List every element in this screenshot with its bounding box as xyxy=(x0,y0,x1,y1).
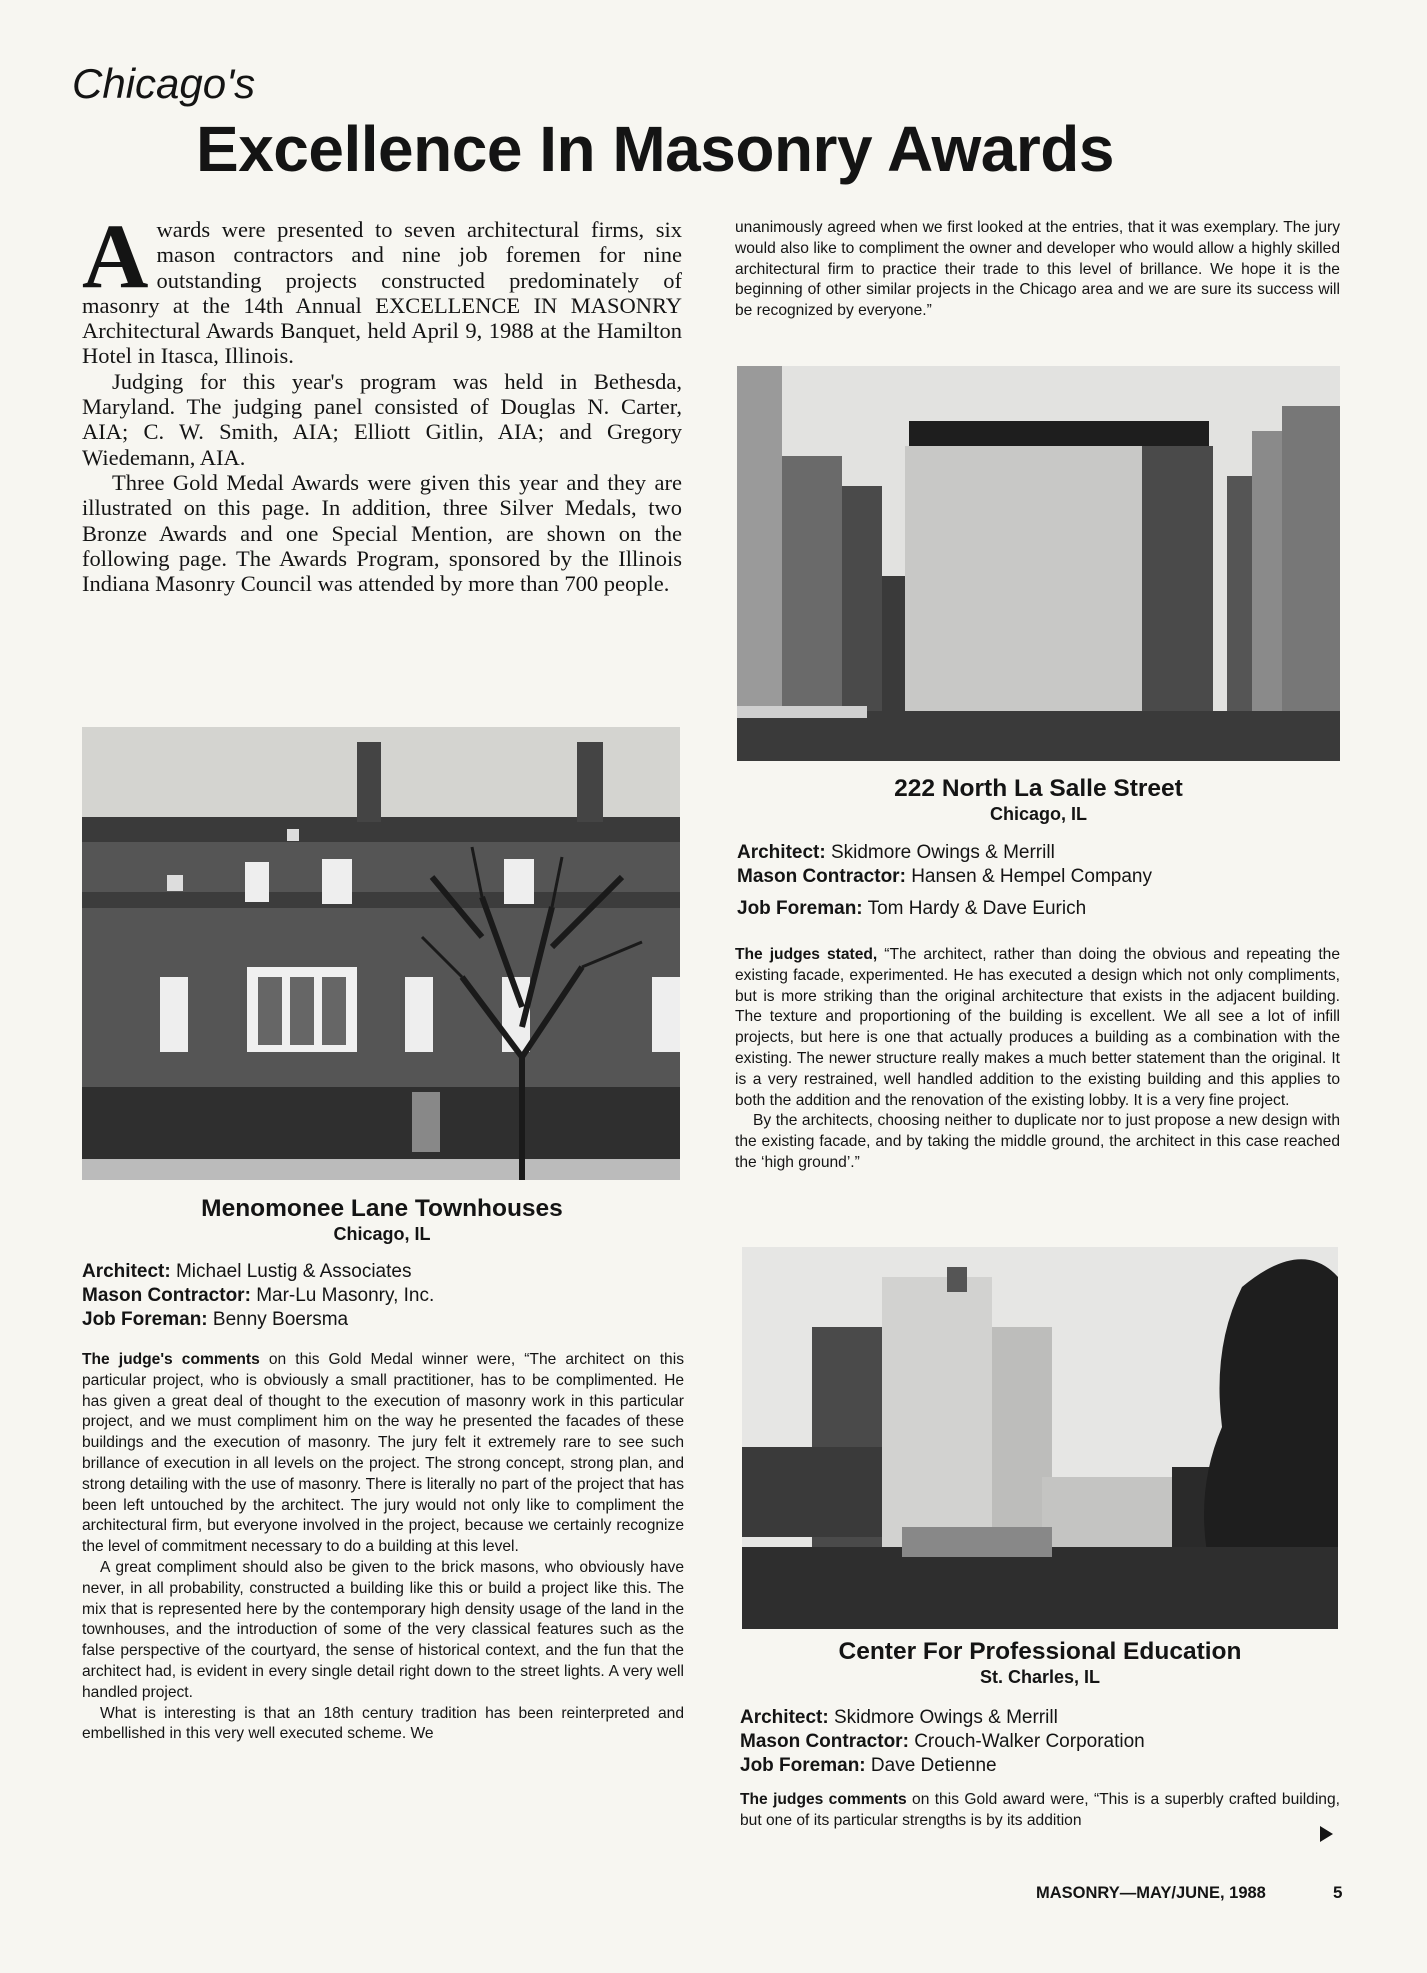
project-city: Chicago, IL xyxy=(989,804,1087,824)
townhouses-photo-icon xyxy=(82,727,680,1180)
comments-lead: The judges stated, xyxy=(735,946,878,963)
comments-text: on this Gold award were, “This is a superbly crafted building, but one of its particular strengths is by its addition xyxy=(740,1791,1340,1829)
mason-name: Hansen & Hempel Company xyxy=(911,866,1152,887)
project-credits xyxy=(737,841,1152,921)
drop-cap: A xyxy=(82,205,149,307)
comments-paragraph: By the architects, choosing neither to duplicate nor to just propose a new design with the existing facade, and by taking the middle ground, the architect in this case reached the ‘high ground’.” xyxy=(735,1112,1340,1171)
intro-text xyxy=(82,205,682,597)
comments-lead: The judges comments xyxy=(740,1791,907,1808)
project-title: Menomonee Lane Townhouses xyxy=(201,1195,563,1222)
publication-footer: MASONRY—MAY/JUNE, 1988 xyxy=(1036,1884,1266,1902)
center-photo-icon xyxy=(742,1247,1338,1629)
continue-arrow-icon xyxy=(1320,1826,1333,1842)
architect-name: Michael Lustig & Associates xyxy=(175,1261,412,1282)
architect-name: Skidmore Owings & Merrill xyxy=(830,842,1055,863)
mason-name: Mar-Lu Masonry, Inc. xyxy=(256,1285,435,1306)
lasalle-tower-photo xyxy=(737,366,1340,761)
foreman-name: Dave Detienne xyxy=(870,1755,997,1776)
project-title: Center For Professional Education xyxy=(838,1638,1242,1665)
comments-paragraph: A great compliment should also be given to the brick masons, who obviously have never, in all probability, constructed a building like this or build a project like this. The mix that is represented here by the contemporary high density usage of the land in the townhouses, and the introduction of some of the very classical features such as the false perspective of the courtyard, the sense of historical context, and the fun that the architect had, is evident in every single detail right down to the street lights. A very well handled project. xyxy=(82,1558,684,1701)
architect-label: Architect: xyxy=(740,1707,829,1728)
foreman-name: Tom Hardy & Dave Eurich xyxy=(867,898,1087,919)
comments-text: on this Gold Medal winner were, “The architect on this particular project, who is obviously a small practitioner, has to be complimented. He has given a great deal of thought to the execution of masonry work in this particular project, and we must compliment him on the way he presented the facades of these buildings and the execution of masonry. The jury felt it extremely rare to see such brillance of execution in all levels on the project. The strong concept, strong plan, and strong detailing with the use of masonry. There is literally no part of the project that has been left untouched by the architect. The jury would not only like to compliment the architectural firm, but everyone involved in the project, because we certainly recognize the level of commitment necessary to do a building at this level. xyxy=(82,1351,684,1556)
foreman-label: Job Foreman: xyxy=(740,1755,866,1776)
comments-continued xyxy=(735,218,1340,322)
mason-label: Mason Contractor: xyxy=(740,1731,909,1752)
mason-label: Mason Contractor: xyxy=(737,866,906,887)
kicker: Chicago's xyxy=(72,60,256,107)
architect-label: Architect: xyxy=(82,1261,171,1282)
townhouses-photo xyxy=(82,727,680,1180)
intro-paragraph: Judging for this year's program was held in Bethesda, Maryland. The judging panel consisted of Douglas N. Carter, AIA; C. W. Smith, AIA; Elliott Gitlin, AIA; and Gregory Wiedemann, AIA. xyxy=(82,368,682,470)
project-credits xyxy=(82,1260,434,1332)
foreman-label: Job Foreman: xyxy=(82,1309,208,1330)
project-city: St. Charles, IL xyxy=(979,1667,1101,1687)
comments-paragraph: unanimously agreed when we first looked at the entries, that it was exemplary. The jury would also like to compliment the owner and developer who would allow a highly skilled architectural firm to practice their trade to this level of brillance. We hope it is the beginning of other similar projects in the Chicago area and we are sure its success will be recognized by everyone.” xyxy=(735,219,1340,320)
intro-paragraph: wards were presented to seven architectural firms, six mason contractors and nine job foremen for nine outstanding projects constructed predominately of masonry at the 14th Annual EXCELLENCE IN MASONRY Architectural Awards Banquet, held April 9, 1988 at the Hamilton Hotel in Itasca, Illinois. xyxy=(82,217,682,369)
comments-lead: The judge's comments xyxy=(82,1351,260,1368)
lasalle-photo-icon xyxy=(737,366,1340,761)
project-city: Chicago, IL xyxy=(333,1224,431,1244)
foreman-label: Job Foreman: xyxy=(737,898,863,919)
intro-paragraph: Three Gold Medal Awards were given this year and they are illustrated on this page. In addition, three Silver Medals, two Bronze Awards and one Special Mention, are shown on the following page. The Awards Program, sponsored by the Illinois Indiana Masonry Council was attended by more than 700 people. xyxy=(82,469,682,597)
project-title: 222 North La Salle Street xyxy=(894,775,1183,802)
page-title: Excellence In Masonry Awards xyxy=(196,113,1114,185)
mason-name: Crouch-Walker Corporation xyxy=(914,1731,1145,1752)
judges-comments xyxy=(735,945,1340,1174)
project-credits xyxy=(740,1706,1145,1778)
architect-label: Architect: xyxy=(737,842,826,863)
comments-paragraph: What is interesting is that an 18th century tradition has been reinterpreted and embellished in this very well executed scheme. We xyxy=(82,1704,684,1743)
education-center-photo xyxy=(742,1247,1338,1629)
mason-label: Mason Contractor: xyxy=(82,1285,251,1306)
page-number: 5 xyxy=(1333,1883,1343,1902)
judges-comments xyxy=(740,1790,1340,1832)
architect-name: Skidmore Owings & Merrill xyxy=(833,1707,1058,1728)
judges-comments xyxy=(82,1350,684,1745)
foreman-name: Benny Boersma xyxy=(212,1309,349,1330)
comments-text: “The architect, rather than doing the obvious and repeating the existing facade, experimented. He has executed a design which not only compliments, but is more striking than the original architecture that exists in the adjacent building. The texture and proportioning of the building is excellent. We all see a lot of infill projects, but here is one that actually produces a building as a combination with the existing. The newer structure really makes a much better statement than the original. It is a very restrained, well handled addition to the existing building and this applies to both the addition and the renovation of the existing lobby. It is a very fine project. xyxy=(735,946,1340,1109)
